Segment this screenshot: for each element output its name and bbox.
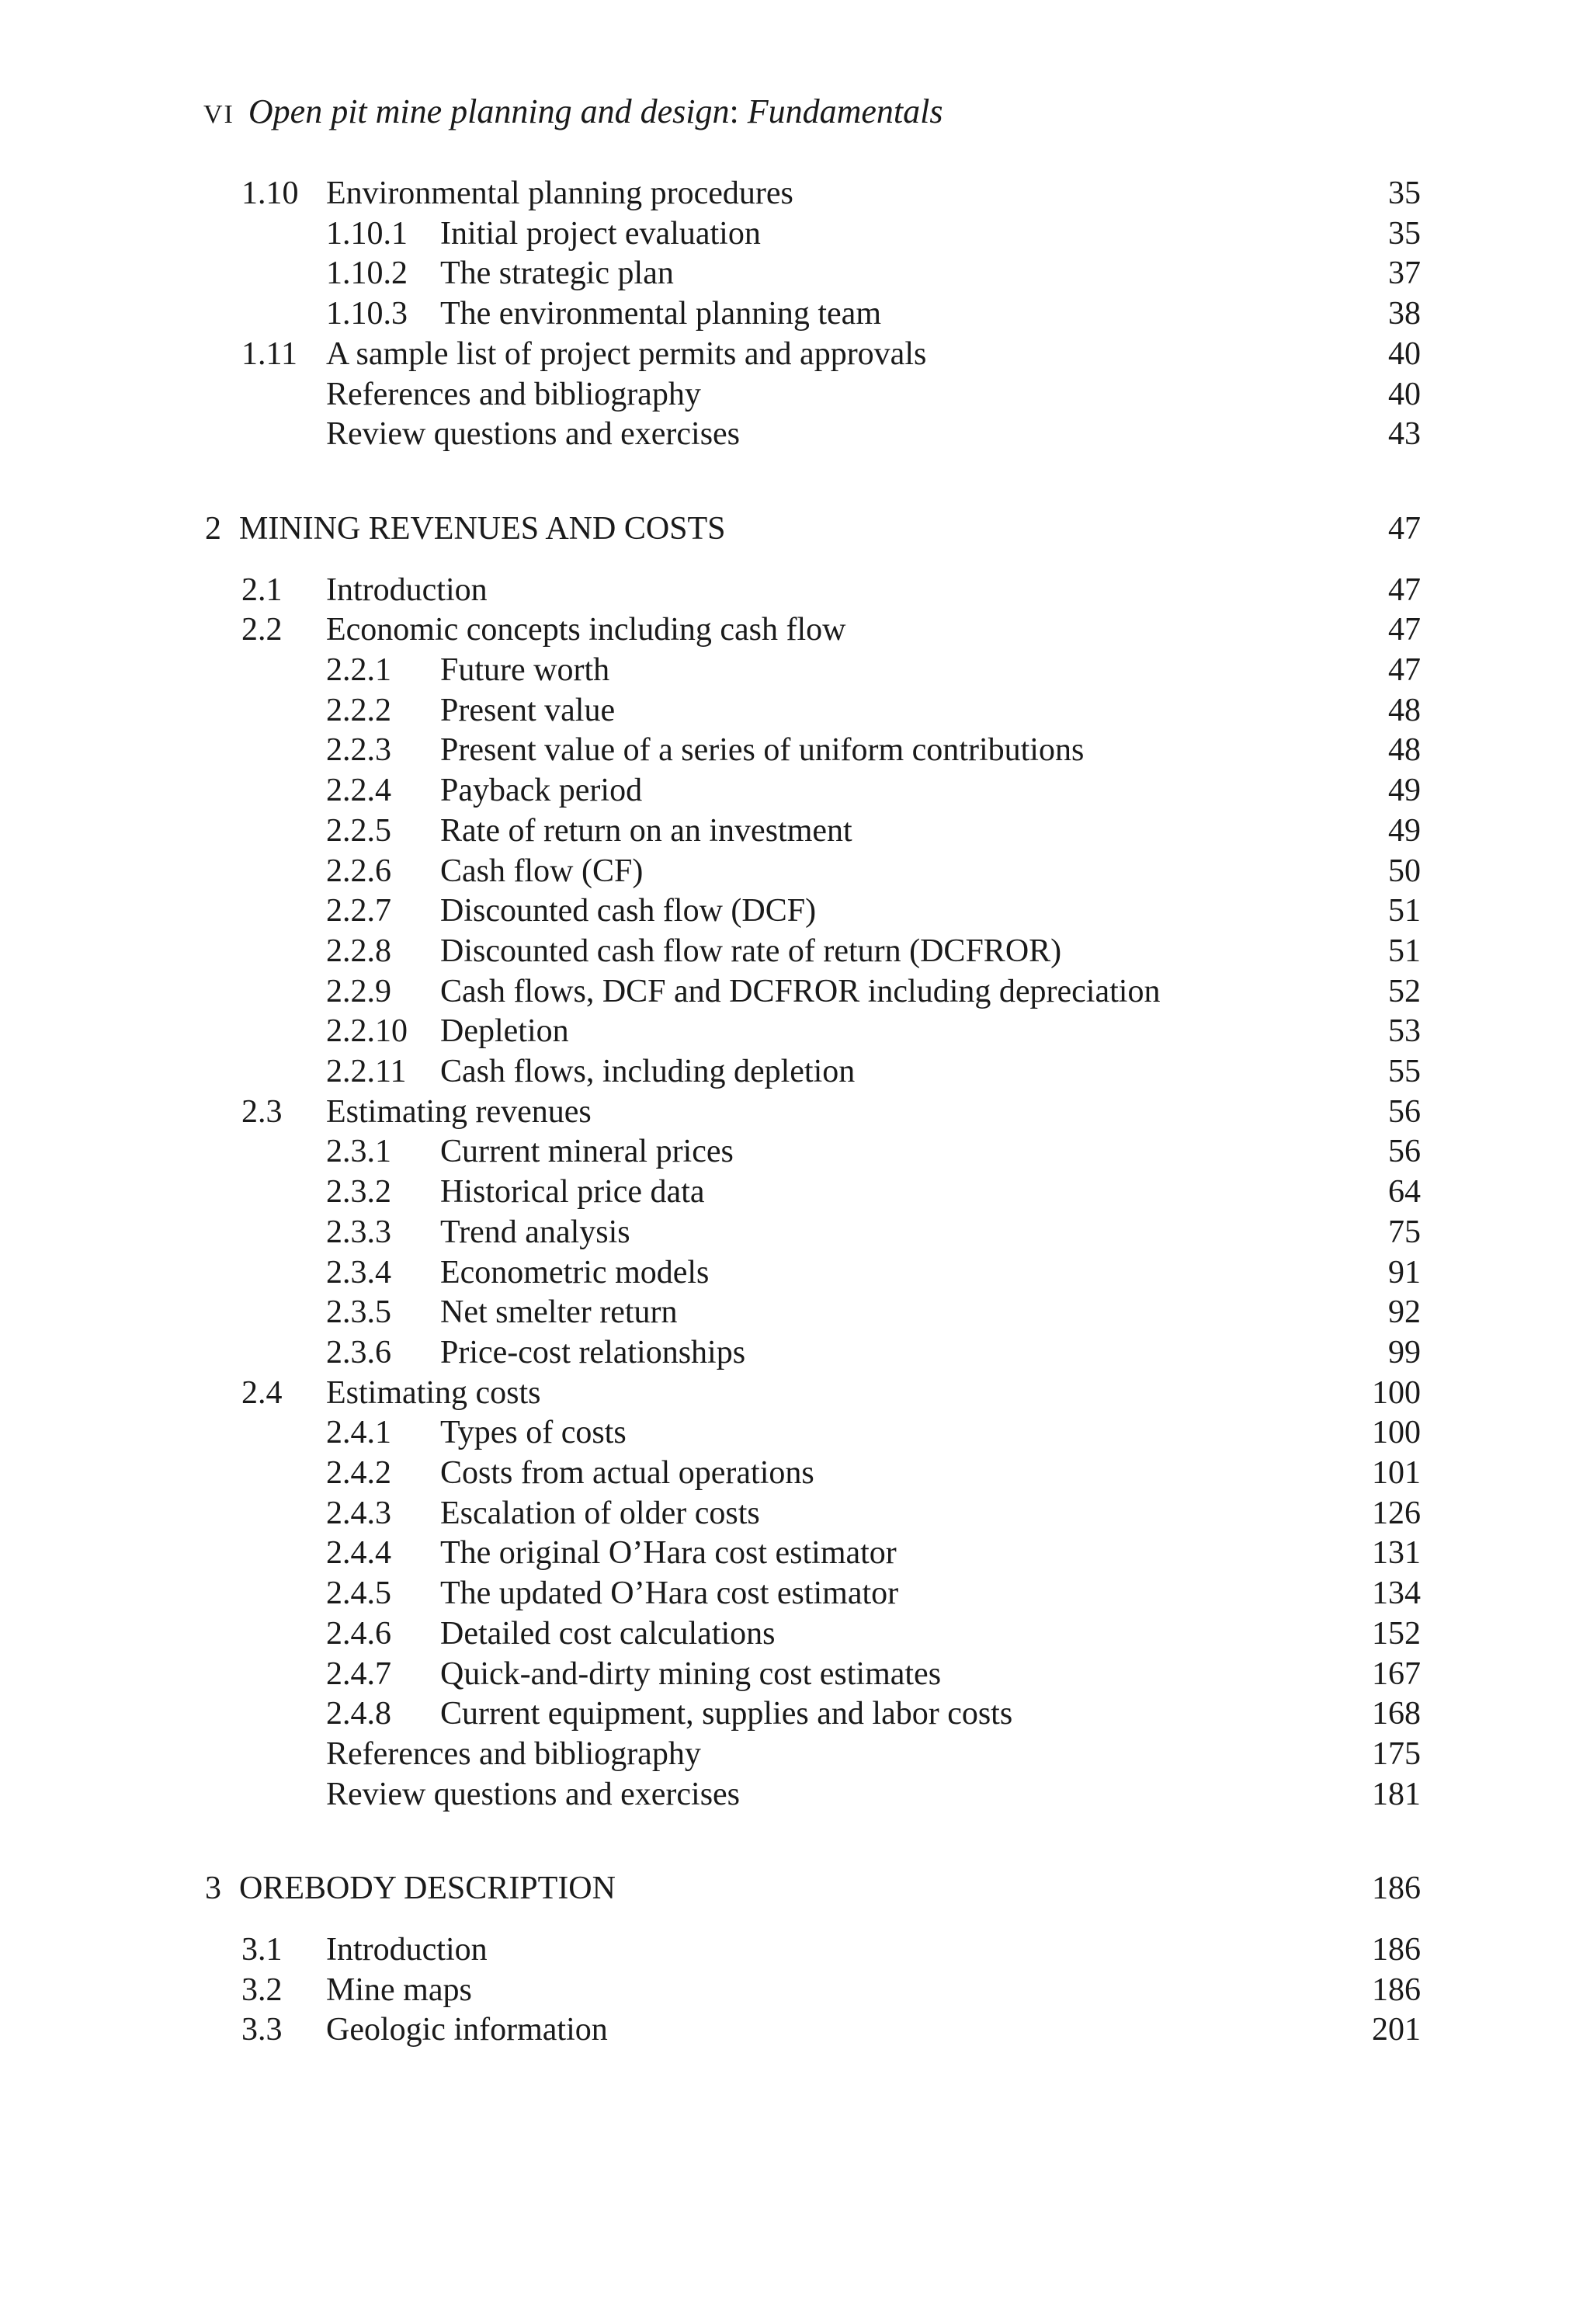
toc-entry-title: Review questions and exercises: [326, 416, 741, 453]
toc-entry: [0, 650, 1590, 690]
toc-entry-page: 56: [1388, 1093, 1421, 1130]
toc-entry-title: Initial project evaluation: [440, 215, 761, 252]
toc-entry: [0, 891, 1590, 931]
toc-entry-page: 100: [1372, 1374, 1421, 1411]
toc-entry: [0, 1412, 1590, 1453]
toc-entry-number: 2.4.2: [326, 1455, 391, 1491]
toc-entry: [0, 1131, 1590, 1172]
book-title: Open pit mine planning and design: [248, 92, 730, 130]
toc-entry-page: 181: [1372, 1776, 1421, 1812]
toc-entry-number: 2.2.4: [326, 773, 391, 809]
toc-entry: [0, 690, 1590, 731]
toc-entry: [0, 1292, 1590, 1332]
toc-entry-title: Net smelter return: [440, 1294, 678, 1331]
toc-entry-page: 48: [1388, 732, 1421, 769]
toc-entry-page: 47: [1388, 510, 1421, 547]
toc-entry-title: OREBODY DESCRIPTION: [239, 1871, 616, 1907]
toc-entry-title: Geologic information: [326, 2012, 608, 2048]
toc-entry: [0, 1252, 1590, 1293]
toc-entry-page: 168: [1372, 1696, 1421, 1732]
toc-entry-page: 47: [1388, 571, 1421, 608]
toc-entry-number: 3.1: [241, 1932, 283, 1968]
toc-entry-page: 52: [1388, 973, 1421, 1009]
toc-entry-number: 2.2.8: [326, 933, 391, 969]
toc-entry-number: 2.2.6: [326, 853, 391, 889]
toc-chapter: [0, 1868, 1590, 1909]
toc-entry: [0, 414, 1590, 454]
toc-entry-title: Payback period: [440, 773, 643, 809]
toc-entry-title: Costs from actual operations: [440, 1455, 814, 1491]
toc-entry: [0, 1774, 1590, 1815]
toc-entry: [0, 811, 1590, 851]
toc-entry-page: 50: [1388, 853, 1421, 889]
toc-entry: [0, 1930, 1590, 1970]
toc-entry-page: 51: [1388, 933, 1421, 969]
toc-entry-number: 2.4.3: [326, 1495, 391, 1531]
toc-entry-page: 75: [1388, 1214, 1421, 1250]
toc-entry-number: 1.10.2: [326, 255, 408, 292]
book-subtitle: Fundamentals: [747, 92, 943, 130]
toc-entry-number: 2.4.1: [326, 1415, 391, 1451]
toc-entry-title: Trend analysis: [440, 1214, 630, 1250]
toc-entry-number: 2.4.7: [326, 1655, 391, 1692]
toc-entry-page: 53: [1388, 1013, 1421, 1050]
toc-entry-title: Depletion: [440, 1013, 569, 1050]
toc-entry-page: 186: [1372, 1871, 1421, 1907]
toc-entry-title: The strategic plan: [440, 255, 674, 292]
toc-entry-page: 55: [1388, 1054, 1421, 1089]
toc-entry-title: Cash flow (CF): [440, 853, 644, 889]
toc-entry: [0, 1734, 1590, 1774]
toc-entry: [0, 294, 1590, 334]
toc-entry-number: 2.3.1: [326, 1134, 391, 1170]
toc-entry-number: 2.2: [241, 612, 283, 648]
toc-entry-title: Estimating revenues: [326, 1093, 592, 1130]
toc-entry: [0, 971, 1590, 1012]
toc-entry-number: 2.2.7: [326, 893, 391, 929]
toc-entry-title: Cash flows, DCF and DCFROR including depreciation: [440, 973, 1161, 1009]
toc-entry: [0, 1970, 1590, 2010]
toc-entry: [0, 1011, 1590, 1051]
toc-entry-title: Present value: [440, 692, 616, 728]
toc-entry-number: 2.4.5: [326, 1575, 391, 1612]
toc-entry-title: MINING REVENUES AND COSTS: [239, 510, 726, 547]
toc-entry-title: Estimating costs: [326, 1374, 541, 1411]
toc-entry: [0, 851, 1590, 891]
toc-entry-number: 2.4.4: [326, 1535, 391, 1572]
toc-entry-page: 186: [1372, 1932, 1421, 1968]
toc-entry: [0, 1373, 1590, 1413]
toc-entry-number: 2.2.1: [326, 652, 391, 688]
toc-entry-page: 38: [1388, 296, 1421, 332]
toc-entry: [0, 1614, 1590, 1654]
toc-entry: [0, 253, 1590, 294]
toc-entry-number: 2.3: [241, 1093, 283, 1130]
toc-entry-number: 2.3.6: [326, 1334, 391, 1370]
toc-entry: [0, 1172, 1590, 1212]
toc-entry-page: 47: [1388, 652, 1421, 688]
toc-entry-page: 134: [1372, 1575, 1421, 1612]
toc-entry-title: The original O’Hara cost estimator: [440, 1535, 897, 1572]
toc-entry-page: 49: [1388, 812, 1421, 849]
toc-entry-page: 175: [1372, 1735, 1421, 1772]
toc-entry: [0, 1212, 1590, 1252]
toc-entry: [0, 1654, 1590, 1694]
toc-entry-title: Economic concepts including cash flow: [326, 612, 846, 648]
toc-entry-number: 2: [205, 510, 221, 547]
toc-entry: [0, 214, 1590, 254]
toc-entry-title: References and bibliography: [326, 376, 701, 412]
toc-entry: [0, 570, 1590, 610]
toc-entry-number: 2.1: [241, 571, 283, 608]
toc-entry-title: Rate of return on an investment: [440, 812, 852, 849]
toc-entry: [0, 1051, 1590, 1092]
toc-entry-number: 2.3.4: [326, 1254, 391, 1291]
toc-entry-title: Discounted cash flow (DCF): [440, 893, 817, 929]
toc-entry-page: 64: [1388, 1174, 1421, 1211]
toc-entry-page: 56: [1388, 1134, 1421, 1170]
toc-entry-page: 47: [1388, 612, 1421, 648]
toc-entry: [0, 1453, 1590, 1493]
toc-entry-title: Escalation of older costs: [440, 1495, 760, 1531]
toc-entry-number: 2.2.9: [326, 973, 391, 1009]
toc-entry-page: 35: [1388, 215, 1421, 252]
toc-entry-page: 40: [1388, 335, 1421, 372]
toc-entry-page: 40: [1388, 376, 1421, 412]
toc-entry-number: 2.3.2: [326, 1174, 391, 1211]
toc-entry: [0, 374, 1590, 415]
toc-entry-number: 2.4.6: [326, 1615, 391, 1652]
toc-entry-title: Econometric models: [440, 1254, 710, 1291]
toc-entry-title: The environmental planning team: [440, 296, 881, 332]
toc-entry: [0, 334, 1590, 374]
toc-entry-page: 186: [1372, 1971, 1421, 2008]
toc-entry: [0, 1332, 1590, 1373]
toc-entry-title: Introduction: [326, 1932, 488, 1968]
page-number: VI: [203, 100, 234, 129]
toc-entry-number: 3.2: [241, 1971, 283, 2008]
toc-entry-number: 2.2.11: [326, 1054, 407, 1089]
toc-entry-page: 35: [1388, 175, 1421, 211]
toc-entry-title: Mine maps: [326, 1971, 472, 2008]
toc-entry-page: 131: [1372, 1535, 1421, 1572]
title-separator: :: [729, 92, 739, 130]
toc-entry-title: Current equipment, supplies and labor costs: [440, 1696, 1013, 1732]
toc-entry-title: Historical price data: [440, 1174, 705, 1211]
toc-entry-number: 2.4.8: [326, 1696, 391, 1732]
toc-entry: [0, 1693, 1590, 1734]
toc-entry-number: 2.3.3: [326, 1214, 391, 1250]
toc-entry: [0, 1573, 1590, 1614]
toc-entry-page: 99: [1388, 1334, 1421, 1370]
toc-entry-title: Current mineral prices: [440, 1134, 734, 1170]
toc-entry-title: Cash flows, including depletion: [440, 1054, 856, 1089]
toc-entry-number: 2.2.5: [326, 812, 391, 849]
toc-entry-number: 1.10.1: [326, 215, 408, 252]
toc-entry-page: 201: [1372, 2012, 1421, 2048]
toc-entry-page: 101: [1372, 1455, 1421, 1491]
toc-entry-number: 3.3: [241, 2012, 283, 2048]
toc-entry-title: Quick-and-dirty mining cost estimates: [440, 1655, 942, 1692]
toc-entry-number: 2.2.3: [326, 732, 391, 769]
toc-entry-page: 126: [1372, 1495, 1421, 1531]
toc-entry: [0, 2010, 1590, 2050]
toc-entry: [0, 730, 1590, 770]
toc-entry-title: Present value of a series of uniform contributions: [440, 732, 1085, 769]
toc-entry-page: 91: [1388, 1254, 1421, 1291]
toc-entry-number: 3: [205, 1871, 221, 1907]
toc-entry-title: Environmental planning procedures: [326, 175, 793, 211]
toc-entry-title: Introduction: [326, 571, 488, 608]
toc-entry-title: References and bibliography: [326, 1735, 701, 1772]
toc-entry-page: 48: [1388, 692, 1421, 728]
toc-entry: [0, 173, 1590, 214]
toc-entry: [0, 1493, 1590, 1534]
toc-entry-number: 1.10.3: [326, 296, 408, 332]
toc-entry-page: 100: [1372, 1415, 1421, 1451]
toc-entry-title: Discounted cash flow rate of return (DCFROR): [440, 933, 1062, 969]
toc-entry-page: 152: [1372, 1615, 1421, 1652]
toc-entry-title: Detailed cost calculations: [440, 1615, 776, 1652]
toc-entry: [0, 770, 1590, 811]
toc-entry-page: 51: [1388, 893, 1421, 929]
toc-entry-page: 43: [1388, 416, 1421, 453]
toc-entry: [0, 610, 1590, 650]
toc-entry-page: 167: [1372, 1655, 1421, 1692]
toc-entry: [0, 931, 1590, 971]
toc-entry-title: A sample list of project permits and approvals: [326, 335, 927, 372]
toc-entry-number: 1.11: [241, 335, 297, 372]
toc-entry-number: 2.3.5: [326, 1294, 391, 1331]
toc-entry-title: Review questions and exercises: [326, 1776, 741, 1812]
toc-entry-number: 2.4: [241, 1374, 283, 1411]
toc-entry-number: 2.2.10: [326, 1013, 408, 1050]
toc-entry-title: The updated O’Hara cost estimator: [440, 1575, 899, 1612]
toc-entry-title: Future worth: [440, 652, 610, 688]
toc-entry-page: 37: [1388, 255, 1421, 292]
toc-entry-title: Price-cost relationships: [440, 1334, 746, 1370]
toc-chapter: [0, 509, 1590, 549]
toc-entry-number: 1.10: [241, 175, 299, 211]
toc-entry: [0, 1533, 1590, 1573]
toc-entry: [0, 1092, 1590, 1132]
toc-entry-number: 2.2.2: [326, 692, 391, 728]
toc-entry-title: Types of costs: [440, 1415, 627, 1451]
toc-entry-page: 92: [1388, 1294, 1421, 1331]
toc-entry-page: 49: [1388, 773, 1421, 809]
